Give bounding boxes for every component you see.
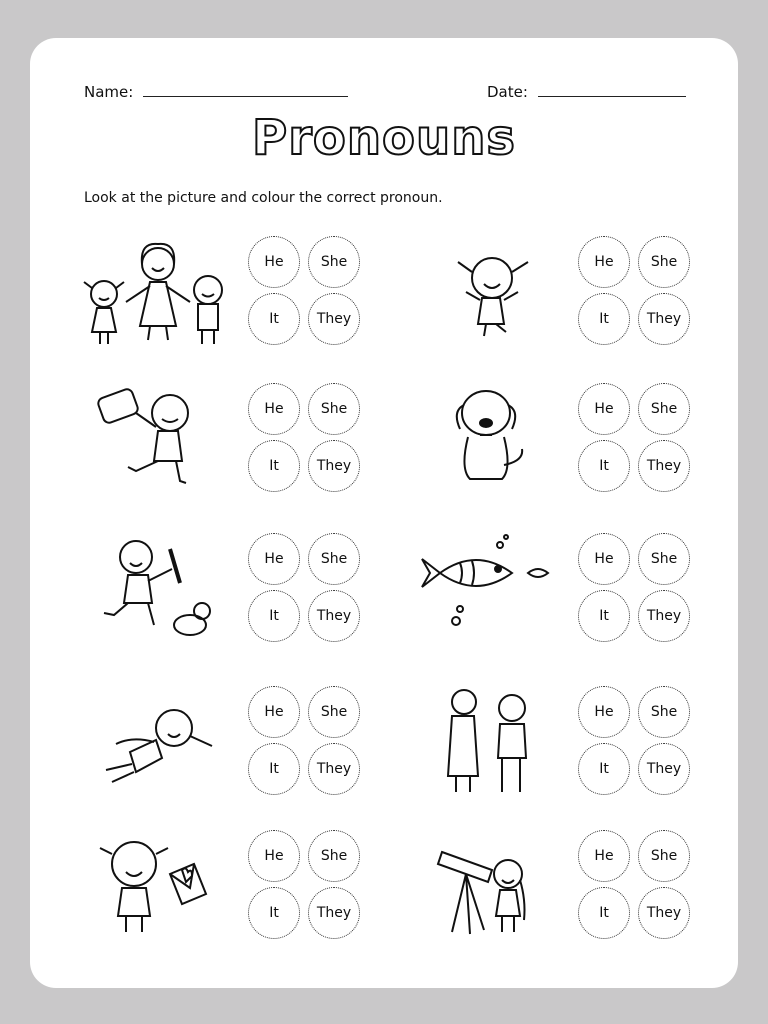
date-label: Date:: [487, 83, 528, 101]
options-group: [578, 533, 696, 653]
option-it[interactable]: It: [578, 590, 630, 642]
boy-bat-dog-illustration: [70, 533, 240, 653]
option-it[interactable]: It: [578, 743, 630, 795]
options-group: [578, 686, 696, 806]
option-it[interactable]: It: [578, 887, 630, 939]
option-he[interactable]: He: [578, 533, 630, 585]
option-it[interactable]: It: [578, 293, 630, 345]
superhero-boy-illustration: [70, 686, 240, 806]
option-she[interactable]: She: [308, 686, 360, 738]
question-6: [400, 533, 730, 653]
options-group: [578, 383, 696, 503]
option-she[interactable]: She: [308, 533, 360, 585]
name-line[interactable]: [143, 82, 348, 97]
name-field: [84, 82, 348, 101]
option-it[interactable]: It: [248, 590, 300, 642]
option-he[interactable]: He: [248, 383, 300, 435]
option-he[interactable]: He: [248, 686, 300, 738]
question-9: [70, 830, 400, 950]
family-illustration: [70, 236, 240, 356]
option-she[interactable]: She: [308, 236, 360, 288]
option-it[interactable]: It: [248, 743, 300, 795]
option-he[interactable]: He: [578, 383, 630, 435]
option-they[interactable]: They: [308, 293, 360, 345]
question-3: [70, 383, 400, 503]
option-they[interactable]: They: [308, 440, 360, 492]
girl-telescope-illustration: [400, 830, 570, 950]
option-he[interactable]: He: [248, 830, 300, 882]
instructions: Look at the picture and colour the correct pronoun.: [84, 190, 443, 206]
page-title: Pronouns: [252, 110, 516, 166]
options-group: [248, 533, 366, 653]
date-line[interactable]: [538, 82, 686, 97]
dog-illustration: [400, 383, 570, 503]
option-he[interactable]: He: [578, 686, 630, 738]
question-2: [400, 236, 730, 356]
options-group: [248, 830, 366, 950]
option-he[interactable]: He: [248, 533, 300, 585]
option-it[interactable]: It: [248, 440, 300, 492]
option-they[interactable]: They: [638, 590, 690, 642]
option-it[interactable]: It: [248, 887, 300, 939]
option-they[interactable]: They: [308, 590, 360, 642]
option-she[interactable]: She: [638, 686, 690, 738]
options-group: [248, 383, 366, 503]
option-they[interactable]: They: [638, 887, 690, 939]
option-she[interactable]: She: [308, 383, 360, 435]
option-she[interactable]: She: [638, 383, 690, 435]
option-she[interactable]: She: [638, 830, 690, 882]
grandparents-illustration: [400, 686, 570, 806]
question-5: [70, 533, 400, 653]
option-she[interactable]: She: [638, 533, 690, 585]
option-they[interactable]: They: [638, 743, 690, 795]
options-group: [248, 236, 366, 356]
worksheet: [30, 38, 738, 988]
option-he[interactable]: He: [578, 830, 630, 882]
question-7: [70, 686, 400, 806]
option-they[interactable]: They: [638, 293, 690, 345]
question-1: [70, 236, 400, 356]
option-they[interactable]: They: [308, 887, 360, 939]
option-it[interactable]: It: [248, 293, 300, 345]
question-4: [400, 383, 730, 503]
boy-backpack-illustration: [70, 383, 240, 503]
option-they[interactable]: They: [638, 440, 690, 492]
option-she[interactable]: She: [638, 236, 690, 288]
option-it[interactable]: It: [578, 440, 630, 492]
date-field: [487, 82, 686, 101]
options-group: [578, 236, 696, 356]
fish-illustration: [400, 533, 570, 653]
option-she[interactable]: She: [308, 830, 360, 882]
options-group: [578, 830, 696, 950]
option-he[interactable]: He: [248, 236, 300, 288]
girl-letter-illustration: [70, 830, 240, 950]
question-8: [400, 686, 730, 806]
options-group: [248, 686, 366, 806]
question-10: [400, 830, 730, 950]
option-he[interactable]: He: [578, 236, 630, 288]
name-label: Name:: [84, 83, 134, 101]
option-they[interactable]: They: [308, 743, 360, 795]
girl-jumping-illustration: [400, 236, 570, 356]
